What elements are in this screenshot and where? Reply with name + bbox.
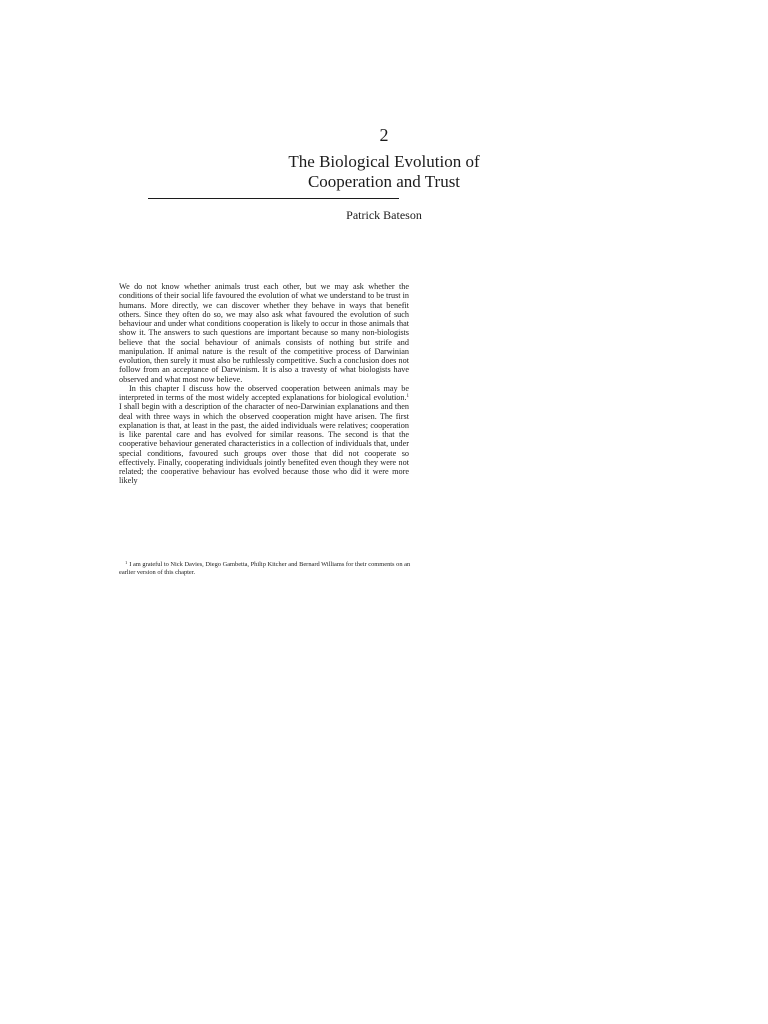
body-paragraph-2-start: In this chapter I discuss how the observed cooperation between animals may be interpreted in terms of the most widely accepted explanations for biological evolution. <box>119 383 409 402</box>
footnote <box>119 559 412 577</box>
body-paragraph-1: We do not know whether animals trust each other, but we may ask whether the conditions of their social life favoured the evolution of what we understand to be trust in humans. More directly, we can discover whether they behave in ways that benefit others. Since they often do so, we may also ask what favoured the evolution of such behaviour and under what conditions cooperation is likely to occur in those animals that show it. The answers to such questions are important because so many non-biologists believe that the social behaviour of animals consists of nothing but strife and manipulation. If animal nature is the result of the competitive process of Darwinian evolution, then surely it must also be ruthlessly competitive. Such a conclusion does not follow from an acceptance of Darwinism. It is also a travesty of what biologists have observed and what most now believe. <box>119 282 409 384</box>
chapter-title-line-2: Cooperation and Trust <box>307 172 461 191</box>
chapter-title-line-1: The Biological Evolution of <box>288 152 480 171</box>
body-paragraph-2 <box>119 384 409 486</box>
chapter-body <box>119 282 409 486</box>
title-divider <box>148 198 399 199</box>
chapter-title <box>0 152 768 192</box>
footnote-reference: 1 <box>406 394 409 399</box>
chapter-author: Patrick Bateson <box>346 208 422 222</box>
footnote-mark: 1 <box>125 560 128 565</box>
body-paragraph-2-rest: I shall begin with a description of the character of neo-Darwinian explanations and then deal with three ways in which the observed cooperation might have arisen. The first explanation is that, at least in the past, the aided individuals were relatives; cooperation is like parental care and has evolved for similar reasons. The second is that the cooperative behaviour generated characteristics in a collection of individuals that, under special conditions, favoured such groups over those that did not cooperate so effectively. Finally, cooperating individuals jointly benefited even though they were not related; the cooperative behaviour has evolved because those who did it were more likely <box>119 402 409 486</box>
chapter-number: 2 <box>379 125 389 145</box>
footnote-text: I am grateful to Nick Davies, Diego Gambetta, Philip Kitcher and Bernard Williams for their comments on an earlier version of this chapter. <box>119 561 411 576</box>
